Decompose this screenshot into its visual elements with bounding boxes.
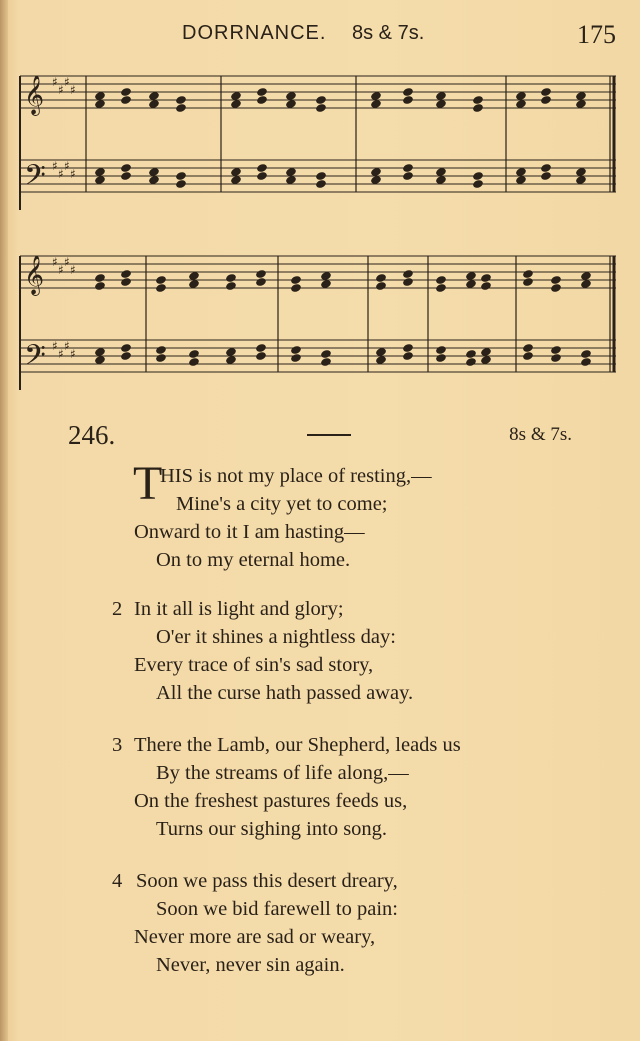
- stanza-number: 3: [112, 734, 123, 756]
- book-spine-edge: [0, 0, 8, 1041]
- notehead: [120, 95, 132, 105]
- notehead: [480, 273, 492, 283]
- tune-meter: 8s & 7s.: [352, 22, 425, 44]
- sharp-sign: ♯: [64, 255, 70, 269]
- notehead: [120, 171, 132, 181]
- notehead: [435, 283, 447, 293]
- sharp-sign: ♯: [52, 255, 58, 269]
- notehead: [540, 163, 552, 173]
- sharp-sign: ♯: [52, 339, 58, 353]
- treble-clef: 𝄞: [24, 255, 45, 295]
- notehead: [320, 349, 332, 359]
- notehead: [402, 277, 414, 287]
- drop-cap: T: [133, 457, 163, 510]
- sharp-sign: ♯: [58, 347, 64, 361]
- notehead: [155, 283, 167, 293]
- notehead: [480, 281, 492, 291]
- notehead: [550, 275, 562, 285]
- stanza-line: Mine's a city yet to come;: [176, 493, 388, 515]
- notehead: [255, 343, 267, 353]
- stanza-line: On the freshest pastures feeds us,: [134, 790, 408, 812]
- page-number: 175: [577, 20, 616, 49]
- notehead: [256, 87, 268, 97]
- notehead: [550, 283, 562, 293]
- sharp-sign: ♯: [64, 159, 70, 173]
- notehead: [540, 95, 552, 105]
- notehead: [256, 95, 268, 105]
- notehead: [255, 277, 267, 287]
- notehead: [175, 171, 187, 181]
- stanza-line: Every trace of sin's sad story,: [134, 654, 374, 676]
- notehead: [256, 171, 268, 181]
- sharp-sign: ♯: [52, 159, 58, 173]
- notehead: [402, 343, 414, 353]
- sharp-sign: ♯: [70, 347, 76, 361]
- notehead: [225, 281, 237, 291]
- notehead: [472, 103, 484, 113]
- notehead: [402, 171, 414, 181]
- notehead: [522, 277, 534, 287]
- notehead: [155, 353, 167, 363]
- notehead: [472, 179, 484, 189]
- notehead: [402, 87, 414, 97]
- notehead: [120, 277, 132, 287]
- notehead: [550, 353, 562, 363]
- notehead: [465, 357, 477, 367]
- sharp-sign: ♯: [58, 167, 64, 181]
- notehead: [120, 163, 132, 173]
- heading-dash-divider: [307, 434, 351, 436]
- stanza-line: Never, never sin again.: [156, 954, 345, 976]
- sharp-sign: ♯: [58, 263, 64, 277]
- notehead: [402, 269, 414, 279]
- notehead: [175, 95, 187, 105]
- stanza-line: There the Lamb, our Shepherd, leads us: [134, 734, 461, 756]
- stanza-line: Onward to it I am hasting—: [134, 521, 365, 543]
- notehead: [120, 351, 132, 361]
- notehead: [435, 353, 447, 363]
- sharp-sign: ♯: [52, 75, 58, 89]
- notehead: [435, 345, 447, 355]
- stanza-line: All the curse hath passed away.: [156, 682, 414, 704]
- hymn-number: 246.: [68, 420, 116, 450]
- notehead: [315, 103, 327, 113]
- notehead: [375, 281, 387, 291]
- notehead: [315, 171, 327, 181]
- page-header: [0, 22, 640, 52]
- notehead: [155, 345, 167, 355]
- stanza-line: Soon we bid farewell to pain:: [156, 898, 398, 920]
- notehead: [290, 283, 302, 293]
- notehead: [94, 281, 106, 291]
- notehead: [255, 269, 267, 279]
- sharp-sign: ♯: [70, 83, 76, 97]
- treble-clef: 𝄞: [24, 75, 45, 115]
- notehead: [522, 343, 534, 353]
- sharp-sign: ♯: [64, 75, 70, 89]
- notehead: [402, 351, 414, 361]
- notehead: [290, 275, 302, 285]
- notehead: [472, 95, 484, 105]
- notehead: [522, 351, 534, 361]
- notehead: [435, 275, 447, 285]
- stanza-line: O'er it shines a nightless day:: [156, 626, 396, 648]
- notehead: [290, 353, 302, 363]
- notehead: [375, 273, 387, 283]
- notehead: [225, 273, 237, 283]
- notehead: [256, 163, 268, 173]
- stanza-line: Never more are sad or weary,: [134, 926, 376, 948]
- stanza-line: HIS is not my place of resting,—: [160, 465, 432, 487]
- notehead: [120, 343, 132, 353]
- notehead: [315, 95, 327, 105]
- sharp-sign: ♯: [58, 83, 64, 97]
- tune-name: DORRNANCE.: [182, 22, 327, 44]
- stanza-line: Turns our sighing into song.: [156, 818, 388, 840]
- notehead: [94, 273, 106, 283]
- stanza-line: By the streams of life along,—: [156, 762, 409, 784]
- hymn-meter: 8s & 7s.: [509, 424, 572, 445]
- notehead: [550, 345, 562, 355]
- notehead: [155, 275, 167, 285]
- notehead: [175, 179, 187, 189]
- notehead: [120, 269, 132, 279]
- sharp-sign: ♯: [70, 167, 76, 181]
- sharp-sign: ♯: [70, 263, 76, 277]
- stanza-line: Soon we pass this desert dreary,: [136, 870, 398, 892]
- notehead: [540, 171, 552, 181]
- stanza-line: In it all is light and glory;: [134, 598, 344, 620]
- sharp-sign: ♯: [64, 339, 70, 353]
- stanza-line: On to my eternal home.: [156, 549, 351, 571]
- notehead: [472, 171, 484, 181]
- notehead: [402, 163, 414, 173]
- bass-clef: 𝄢: [24, 159, 46, 199]
- notehead: [540, 87, 552, 97]
- notehead: [580, 357, 592, 367]
- notehead: [188, 349, 200, 359]
- stanza-number: 2: [112, 598, 123, 620]
- notehead: [290, 345, 302, 355]
- music-score: [16, 60, 621, 412]
- hymn-heading: [0, 420, 640, 454]
- notehead: [402, 95, 414, 105]
- stanza-number: 4: [112, 870, 123, 892]
- notehead: [320, 357, 332, 367]
- notehead: [188, 357, 200, 367]
- notehead: [315, 179, 327, 189]
- notehead: [255, 351, 267, 361]
- notehead: [522, 269, 534, 279]
- notehead: [580, 349, 592, 359]
- bass-clef: 𝄢: [24, 339, 46, 379]
- notehead: [465, 349, 477, 359]
- notehead: [175, 103, 187, 113]
- notehead: [120, 87, 132, 97]
